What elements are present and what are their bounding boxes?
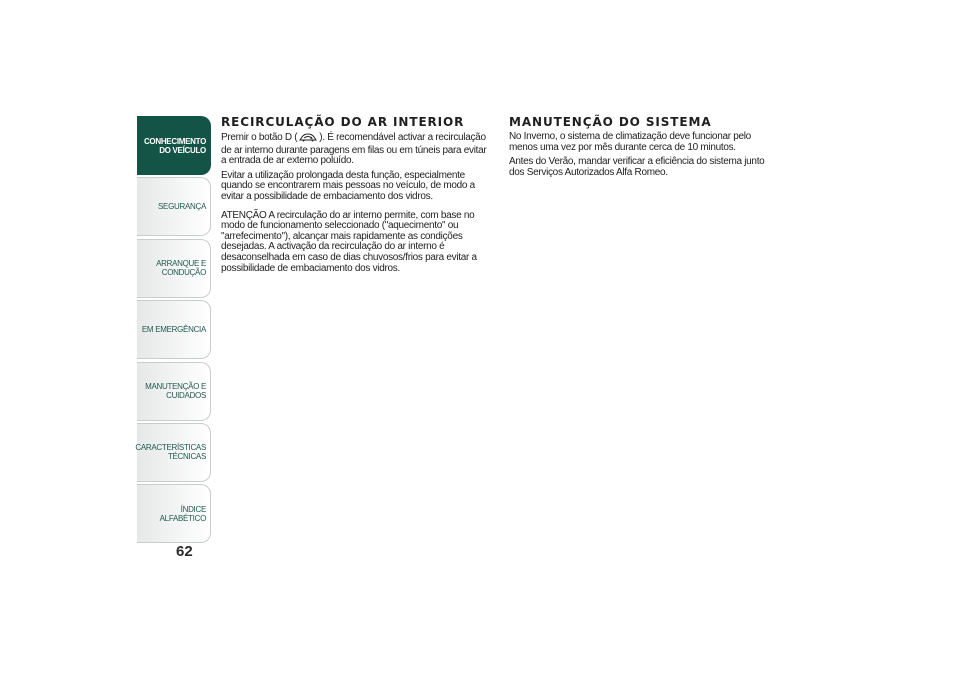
paragraph-text: Premir o botão D ( <box>221 132 298 143</box>
section-heading: RECIRCULAÇÃO DO AR INTERIOR <box>221 115 465 129</box>
tab-label: EM EMERGÊNCIA <box>141 325 206 335</box>
paragraph: No Inverno, o sistema de climatização deve funcionar pelo menos uma vez por mês durante cerca de 10 minutos. <box>509 131 751 153</box>
tab-label: ARRANQUE E CONDUÇÃO <box>156 259 206 278</box>
section-tabs <box>137 116 211 546</box>
tab-caracteristicas-tecnicas[interactable] <box>137 423 211 482</box>
tab-label: CARACTERÍSTICAS TÉCNICAS <box>135 443 206 462</box>
tab-arranque-e-conducao[interactable] <box>137 239 211 298</box>
paragraph-text: ). É recomendável activar a recirculação de ar interno durante paragens em filas ou em túneis para evitar a entrada de ar externo poluído. <box>221 132 487 167</box>
tab-label: CONHECIMENTO DO VEÍCULO <box>143 136 206 155</box>
tab-indice-alfabetico[interactable] <box>137 484 211 543</box>
tab-seguranca[interactable] <box>137 177 211 236</box>
tab-manutencao-e-cuidados[interactable] <box>137 362 211 421</box>
tab-label: SEGURANÇA <box>158 202 206 212</box>
tab-label: ÍNDICE ALFABÉTICO <box>159 504 206 523</box>
left-column <box>221 115 493 278</box>
paragraph <box>221 132 493 167</box>
tab-em-emergencia[interactable] <box>137 300 211 359</box>
tab-conhecimento-do-veiculo[interactable] <box>137 116 211 175</box>
tab-label: MANUTENÇÃO E CUIDADOS <box>145 382 206 401</box>
paragraph: Evitar a utilização prolongada desta função, especialmente quando se encontrarem mais pessoas no veículo, de modo a evitar a possibilidade de embaciamento dos vidros. <box>221 169 475 202</box>
page-number: 62 <box>176 543 193 560</box>
right-column <box>509 115 781 182</box>
paragraph: Antes do Verão, mandar verificar a eficiência do sistema junto dos Serviços Autorizados Alfa Romeo. <box>509 156 765 178</box>
attention-paragraph: ATENÇÃO A recirculação do ar interno permite, com base no modo de funcionamento seleccionado ("aquecimento" ou "arrefecimento"), alcançar mais rapidamente as condições desejadas. A activação da recirculação do ar interno é desaconselhada em caso de dias chuvosos/frios para evitar a possibilidade de embaciamento dos vidros. <box>221 209 477 274</box>
section-heading: MANUTENÇÃO DO SISTEMA <box>509 115 712 129</box>
car-recirculation-icon <box>298 132 318 146</box>
